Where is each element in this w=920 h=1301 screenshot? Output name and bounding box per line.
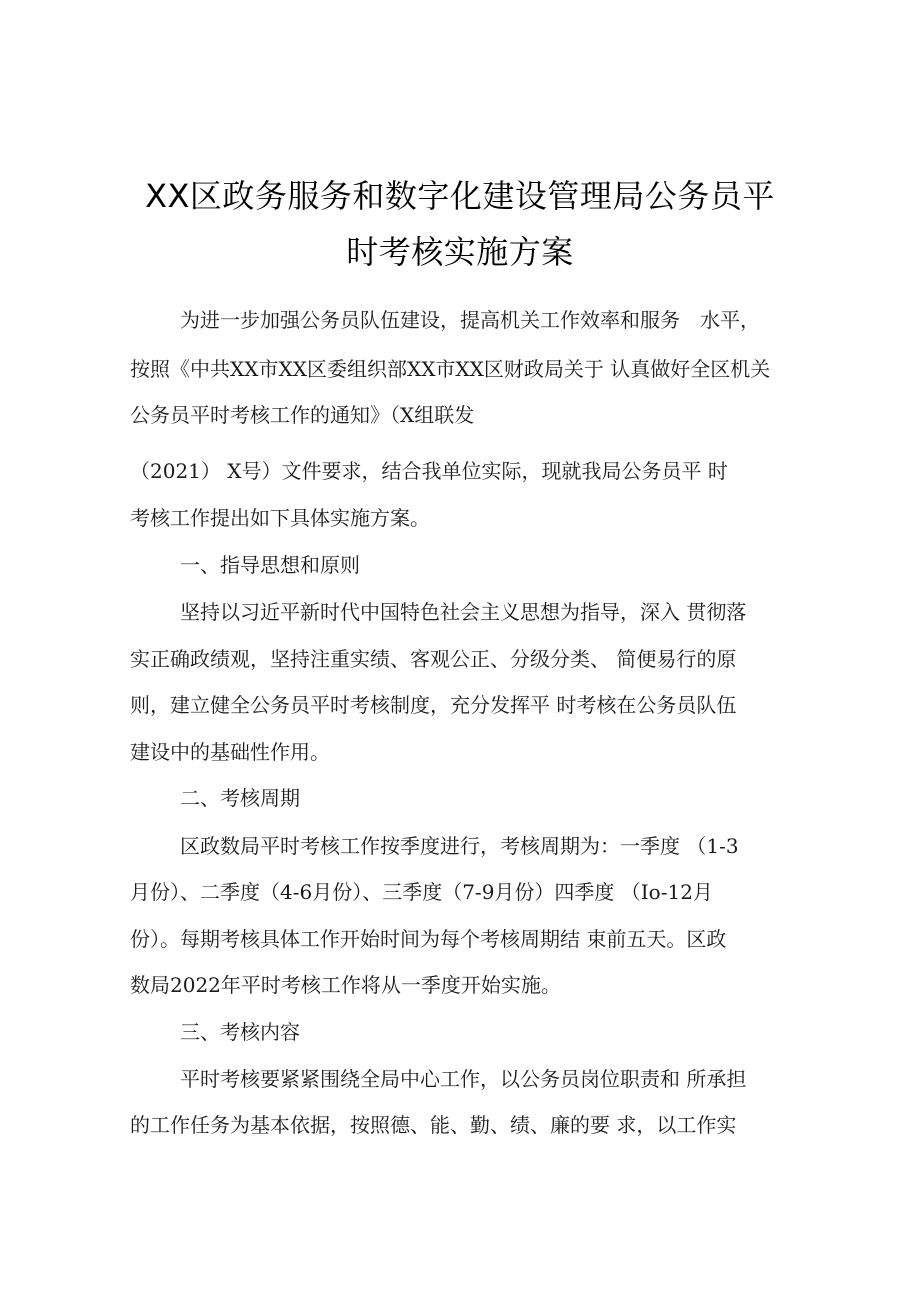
body-text-line: （2021） X号）文件要求，结合我单位实际，现就我局公务员平 时 (130, 459, 728, 483)
body-text-line: 数局2022年平时考核工作将从一季度开始实施。 (130, 973, 561, 997)
section-heading: 一、指导思想和原则 (180, 553, 360, 577)
body-text-line: 考核工作提出如下具体实施方案。 (130, 506, 430, 530)
body-text-line: 区政数局平时考核工作按季度进行，考核周期为：一季度 （1-3 (180, 834, 739, 858)
section-heading: 二、考核周期 (180, 786, 300, 810)
body-text-line: 则，建立健全公务员平时考核制度，充分发挥平 时考核在公务员队伍 (130, 693, 737, 717)
document-title-line-2: 时考核实施方案 (346, 233, 574, 271)
body-text-line: 份）。每期考核具体工作开始时间为每个考核周期结 束前五天。区政 (130, 927, 727, 951)
body-text-line: 实正确政绩观，坚持注重实绩、客观公正、分级分类、 简便易行的原 (130, 647, 737, 671)
body-text-line: 的工作任务为基本依据，按照德、能、勤、绩、廉的要 求，以工作实 (130, 1113, 737, 1137)
body-text-line: 平时考核要紧紧围绕全局中心工作，以公务员岗位职责和 所承担 (180, 1067, 747, 1091)
body-text-line: 为进一步加强公务员队伍建设，提高机关工作效率和服务 水平， (180, 308, 760, 332)
body-text-line: 按照《中共XX市XX区委组织部XX市XX区财政局关于 认真做好全区机关 (130, 357, 771, 381)
body-text-line: 公务员平时考核工作的通知》（X组联发 (130, 403, 475, 427)
body-text-line: 坚持以习近平新时代中国特色社会主义思想为指导，深入 贯彻落 (180, 600, 747, 624)
section-heading: 三、考核内容 (180, 1020, 300, 1044)
body-text-line: 建设中的基础性作用。 (130, 740, 330, 764)
body-text-line: 月份）、二季度（4-6月份）、三季度（7-9月份）四季度 （Io-12月 (130, 880, 713, 904)
document-title-line-1: XX区政务服务和数字化建设管理局公务员平 (145, 177, 775, 215)
